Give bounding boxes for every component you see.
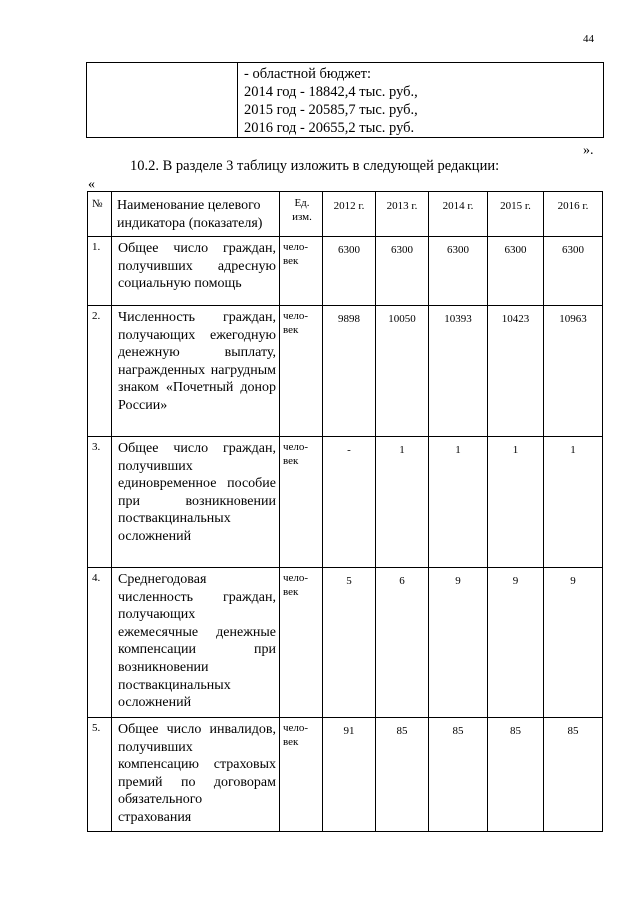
unit-value: чело-век — [283, 310, 309, 336]
indicator-name: Среднегодовая численность граждан, получающих ежемесячные денежные компенсации при возникновении поствакцинальных осложнений — [118, 572, 276, 711]
value-2013: 1 — [399, 444, 405, 456]
row-name-cell — [112, 437, 280, 568]
value-2015: 1 — [512, 444, 519, 456]
row-name-cell — [112, 568, 280, 718]
value-2015: 6300 — [504, 244, 527, 256]
value-cell — [376, 718, 429, 832]
row-name-cell — [112, 237, 280, 306]
value-cell — [323, 568, 376, 718]
unit-value: чело-век — [283, 722, 309, 748]
value-cell — [429, 568, 488, 718]
row-name-cell — [112, 718, 280, 832]
unit-value: чело-век — [283, 241, 309, 267]
value-2013: 10050 — [388, 313, 416, 325]
header-year-label: 2013 г. — [386, 200, 418, 212]
unit-value: чело-век — [283, 572, 309, 598]
indicator-name: Общее число граждан, получивших адресную социальную помощь — [118, 241, 276, 292]
row-number: 3. — [92, 441, 101, 453]
header-year-2014 — [429, 192, 488, 237]
row-number: 1. — [92, 241, 101, 253]
indicator-name: Численность граждан, получающих ежегодную денежную выплату, награжденных нагрудным знаком «Почетный донор России» — [118, 310, 276, 413]
value-2013: 6 — [399, 575, 405, 587]
header-unit-label: Ед. изм. — [292, 197, 312, 223]
value-2013: 6300 — [391, 244, 413, 256]
value-cell — [544, 237, 603, 306]
value-2012: - — [347, 444, 351, 456]
value-cell — [544, 718, 603, 832]
value-2014: 1 — [455, 444, 461, 456]
header-number — [88, 192, 112, 237]
header-name-label: Наименование целевого индикатора (показателя) — [117, 198, 263, 231]
value-cell — [323, 437, 376, 568]
value-2016: 9 — [570, 575, 576, 587]
header-year-label: 2014 г. — [442, 200, 474, 212]
header-year-label: 2015 г. — [500, 200, 531, 212]
value-2015: 9 — [512, 575, 519, 587]
row-unit-cell — [280, 306, 323, 437]
value-cell — [488, 237, 544, 306]
budget-cell — [244, 65, 418, 137]
header-year-2013 — [376, 192, 429, 237]
table-row — [88, 437, 603, 568]
unit-value: чело-век — [283, 441, 309, 467]
value-cell — [376, 437, 429, 568]
value-2016: 10963 — [559, 313, 587, 325]
budget-line: 2015 год - 20585,7 тыс. руб., — [244, 102, 418, 118]
table-row — [88, 568, 603, 718]
value-2014: 9 — [455, 575, 461, 587]
value-cell — [488, 306, 544, 437]
row-number: 2. — [92, 310, 101, 322]
row-number-cell — [88, 237, 112, 306]
value-cell — [429, 306, 488, 437]
header-year-label: 2016 г. — [557, 200, 589, 212]
row-number: 5. — [92, 722, 101, 734]
header-year-2012 — [323, 192, 376, 237]
header-year-label: 2012 г. — [333, 200, 365, 212]
value-2015: 10423 — [501, 313, 530, 325]
value-cell — [323, 718, 376, 832]
value-cell — [488, 437, 544, 568]
indicators-table — [87, 191, 603, 832]
value-2012: 6300 — [338, 244, 360, 256]
value-2012: 5 — [346, 575, 352, 587]
value-cell — [488, 568, 544, 718]
value-2014: 10393 — [444, 313, 472, 325]
value-cell — [544, 568, 603, 718]
value-cell — [429, 437, 488, 568]
closing-quote: ». — [583, 143, 594, 158]
row-unit-cell — [280, 237, 323, 306]
value-2012: 91 — [343, 725, 355, 737]
value-2012: 9898 — [338, 313, 360, 325]
row-number-cell — [88, 306, 112, 437]
budget-line: 2014 год - 18842,4 тыс. руб., — [244, 84, 418, 100]
row-number-cell — [88, 718, 112, 832]
table-row — [88, 237, 603, 306]
indicator-name: Общее число граждан, получивших единовременное пособие при возникновении поствакцинальных осложнений — [118, 441, 276, 544]
value-2014: 6300 — [447, 244, 469, 256]
header-year-2015 — [488, 192, 544, 237]
table-row — [88, 306, 603, 437]
row-number-cell — [88, 568, 112, 718]
indicator-name: Общее число инвалидов, получивших компенсацию страховых премий по договорам обязательного страхования — [118, 722, 276, 825]
table-row — [88, 718, 603, 832]
value-2013: 85 — [396, 725, 408, 737]
value-2016: 1 — [570, 444, 576, 456]
value-cell — [429, 237, 488, 306]
header-year-2016 — [544, 192, 603, 237]
value-2016: 6300 — [562, 244, 584, 256]
row-unit-cell — [280, 437, 323, 568]
budget-line: 2016 год - 20655,2 тыс. руб. — [244, 120, 415, 136]
value-cell — [376, 237, 429, 306]
value-cell — [323, 306, 376, 437]
value-cell — [323, 237, 376, 306]
budget-column-divider — [237, 63, 238, 137]
header-name — [112, 192, 280, 237]
header-unit — [280, 192, 323, 237]
section-heading: 10.2. В разделе 3 таблицу изложить в следующей редакции: — [130, 158, 500, 174]
value-cell — [429, 718, 488, 832]
row-number-cell — [88, 437, 112, 568]
value-cell — [376, 306, 429, 437]
row-unit-cell — [280, 568, 323, 718]
opening-quote: « — [88, 177, 95, 192]
table-header-row — [88, 192, 603, 237]
value-2015: 85 — [510, 725, 521, 737]
row-number: 4. — [92, 572, 101, 584]
page-number: 44 — [583, 33, 594, 45]
value-2014: 85 — [452, 725, 464, 737]
value-cell — [544, 306, 603, 437]
budget-table-fragment — [86, 62, 604, 138]
row-name-cell — [112, 306, 280, 437]
budget-line: - областной бюджет: — [244, 66, 372, 82]
value-2016: 85 — [567, 725, 579, 737]
row-unit-cell — [280, 718, 323, 832]
value-cell — [376, 568, 429, 718]
value-cell — [488, 718, 544, 832]
header-number-label: № — [92, 198, 103, 210]
value-cell — [544, 437, 603, 568]
